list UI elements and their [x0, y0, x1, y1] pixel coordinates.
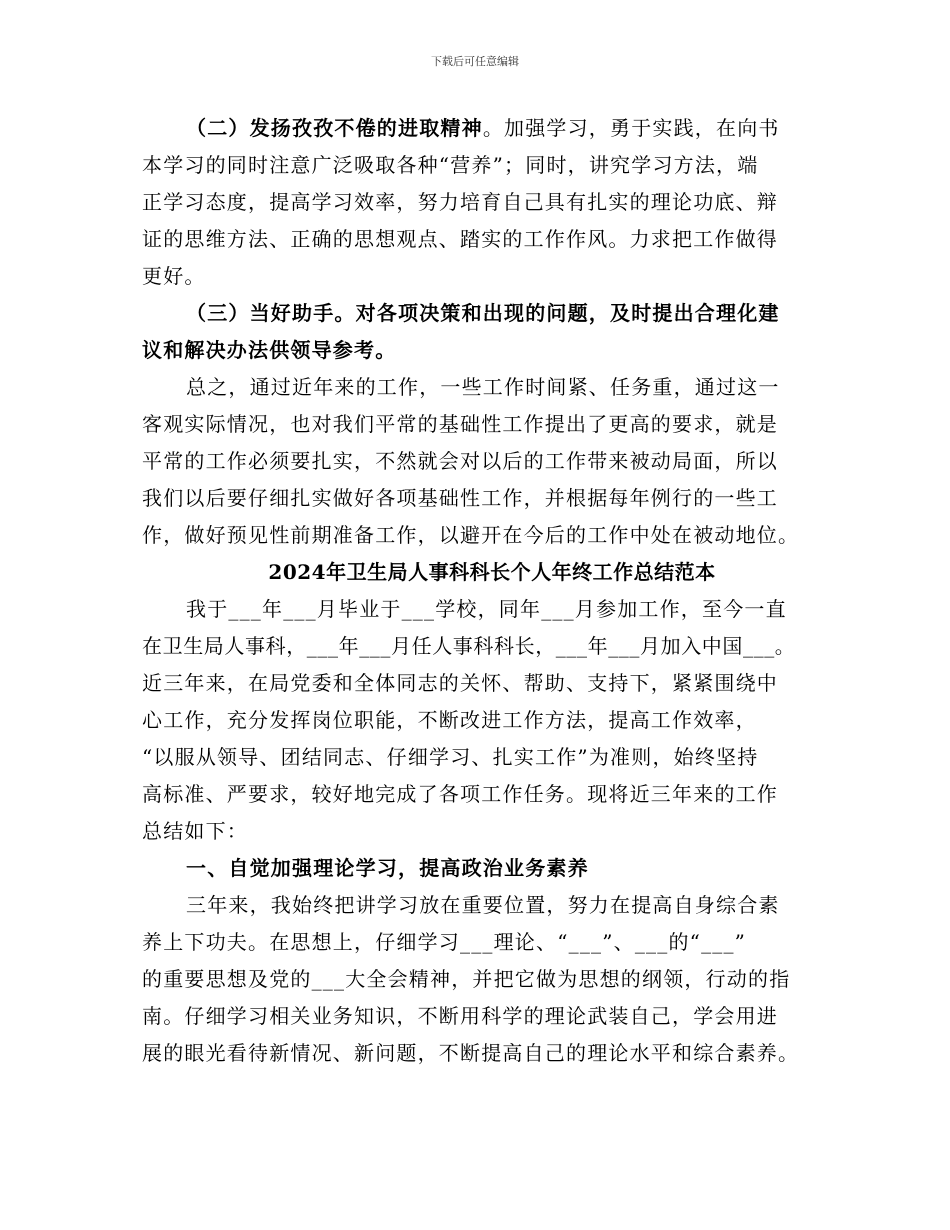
- paragraph-line: 更好。: [142, 264, 206, 288]
- document-title: 2024年卫生局人事科科长个人年终工作总结范本: [268, 560, 716, 584]
- paragraph-line: 作，做好预见性前期准备工作，以避开在今后的工作中处在被动地位。: [142, 523, 800, 547]
- paragraph-line: 高标准、严要求，较好地完成了各项工作任务。现将近三年来的工作: [142, 782, 778, 806]
- paragraph-line: 在卫生局人事科，___年___月任人事科科长，___年___月加入中国___。: [142, 634, 796, 658]
- paragraph-line: 近三年来，在局党委和全体同志的关怀、帮助、支持下，紧紧围绕中: [142, 671, 778, 695]
- document-body: [142, 110, 842, 1072]
- paragraph-line: 的重要思想及党的___大全会精神，并把它做为思想的纲领，行动的指: [142, 967, 791, 991]
- paragraph-line: 我们以后要仔细扎实做好各项基础性工作，并根据每年例行的一些工: [142, 486, 778, 510]
- paragraph-line: 我于___年___月毕业于___学校，同年___月参加工作，至今一直: [186, 597, 787, 621]
- paragraph-line: 三年来，我始终把讲学习放在重要位置，努力在提高自身综合素: [186, 893, 780, 917]
- paragraph-line: 平常的工作必须要扎实，不然就会对以后的工作带来被动局面，所以: [142, 449, 778, 473]
- paragraph-line: 正学习态度，提高学习效率，努力培育自己具有扎实的理论功底、辩: [142, 190, 778, 214]
- section-heading: （三）当好助手。对各项决策和出现的问题，及时提出合理化建: [186, 301, 780, 325]
- section-heading: 一、自觉加强理论学习，提高政治业务素养: [186, 856, 589, 880]
- section-heading: 议和解决办法供领导参考。: [142, 338, 397, 362]
- paragraph-line: 心工作，充分发挥岗位职能，不断改进工作方法，提高工作效率，: [142, 708, 757, 732]
- page-header: 下载后可任意编辑: [431, 55, 519, 68]
- paragraph-line: 养上下功夫。在思想上，仔细学习___理论、“___”、___的“___”: [142, 930, 747, 954]
- paragraph-line: 展的眼光看待新情况、新问题，不断提高自己的理论水平和综合素养。: [142, 1041, 800, 1065]
- paragraph-line: [142, 110, 842, 147]
- paragraph-text: 。加强学习，勇于实践，在向书: [482, 116, 780, 140]
- paragraph-line: 本学习的同时注意广泛吸取各种“营养”；同时，讲究学习方法，端: [142, 153, 759, 177]
- section-heading: （二）发扬孜孜不倦的进取精神: [186, 116, 483, 140]
- paragraph-line: 证的思维方法、正确的思想观点、踏实的工作作风。力求把工作做得: [142, 227, 778, 251]
- paragraph-line: 南。仔细学习相关业务知识，不断用科学的理论武装自己，学会用进: [142, 1004, 778, 1028]
- paragraph-line: “以服从领导、团结同志、仔细学习、扎实工作”为准则，始终坚持: [142, 745, 759, 769]
- paragraph-line: 客观实际情况，也对我们平常的基础性工作提出了更高的要求，就是: [142, 412, 778, 436]
- paragraph-line: 总结如下：: [142, 819, 248, 843]
- paragraph-line: 总之，通过近年来的工作，一些工作时间紧、任务重，通过这一: [186, 375, 780, 399]
